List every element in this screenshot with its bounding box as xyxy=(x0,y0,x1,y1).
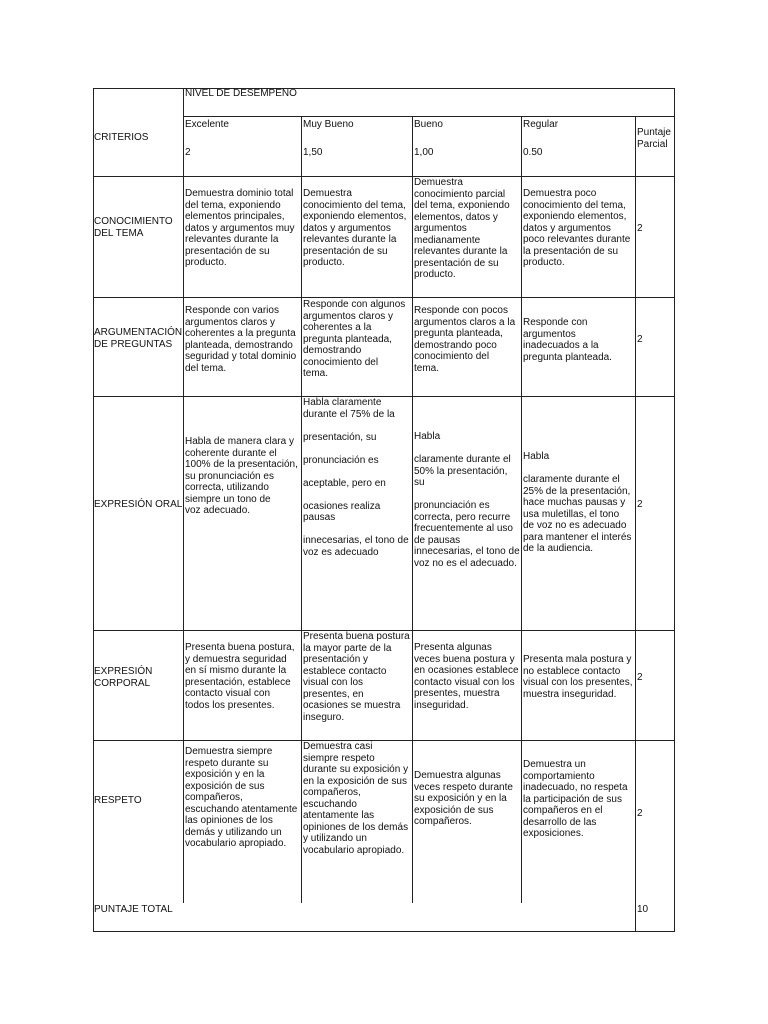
score-expresion-corporal: 2 xyxy=(637,672,643,683)
cell-conocimiento-muy-bueno: Demuestra conocimiento del tema, exponiendo elementos, datos y argumentos relevantes durante la presentación de su producto. xyxy=(303,188,407,268)
row-sep-1 xyxy=(93,176,675,177)
cell-conocimiento-bueno: Demuestra conocimiento parcial del tema, exponiendo elementos, datos y argumentos medianamente relevantes durante la presentación de su producto. xyxy=(414,177,510,280)
total-label: PUNTAJE TOTAL xyxy=(94,904,173,915)
col-sep-muybueno xyxy=(412,116,413,903)
score-conocimiento: 2 xyxy=(637,223,643,234)
level-score-regular: 0.50 xyxy=(523,147,543,158)
level-name-excelente: Excelente xyxy=(185,119,229,130)
level-score-bueno: 1,00 xyxy=(414,147,434,158)
criterion-expresion-corporal: EXPRESIÓN CORPORAL xyxy=(94,666,153,689)
criterion-conocimiento: CONOCIMIENTO DEL TEMA xyxy=(94,216,173,239)
header-nivel-desempeno: NIVEL DE DESEMPENO xyxy=(185,88,297,99)
cell-corporal-excelente: Presenta buena postura, y demuestra seguridad en sí mismo durante la presentación, establece contacto visual con todos los presentes. xyxy=(185,642,295,711)
cell-oral-regular: Habla claramente durante el 25% de la presentación, hace muchas pausas y usa muletillas, el tono de voz no es adecuado para mantener el interés de la audiencia. xyxy=(523,451,632,554)
cell-respeto-muy-bueno: Demuestra casi siempre respeto durante su exposición y en la exposición de sus compañeros, escuchando atentamente las opiniones de los demás y utilizando un vocabulario apropiado. xyxy=(303,741,409,856)
criterion-argumentacion: ARGUMENTACIÓN DE PREGUNTAS xyxy=(94,327,183,350)
cell-argumentacion-bueno: Responde con pocos argumentos claros a la pregunta planteada, demostrando poco conocimiento del tema. xyxy=(414,305,516,374)
cell-conocimiento-regular: Demuestra poco conocimiento del tema, exponiendo elementos, datos y argumentos poco relevantes durante la presentación de su producto. xyxy=(523,188,631,268)
score-argumentacion: 2 xyxy=(637,334,643,345)
cell-respeto-regular: Demuestra un comportamiento inadecuado, no respeta la participación de sus compañeros en el desarrollo de las exposiciones. xyxy=(523,759,628,839)
total-score: 10 xyxy=(637,904,649,915)
cell-respeto-bueno: Demuestra algunas veces respeto durante su exposición y en la exposición de sus compañeros. xyxy=(414,770,513,827)
cell-argumentacion-regular: Responde con argumentos inadecuados a la pregunta planteada. xyxy=(523,317,612,363)
criterion-expresion-oral: EXPRESIÓN ORAL xyxy=(94,499,183,510)
header-puntaje-parcial: Puntaje Parcial xyxy=(637,127,671,150)
score-expresion-oral: 2 xyxy=(637,499,643,510)
row-sep-2 xyxy=(93,297,675,298)
level-score-excelente: 2 xyxy=(185,147,191,158)
header-subline xyxy=(183,116,675,117)
cell-oral-muy-bueno: Habla claramente durante el 75% de la presentación, su pronunciación es aceptable, pero en ocasiones realiza pausas innecesarias, el tono de voz es adecuado xyxy=(303,397,409,558)
level-score-muy-bueno: 1,50 xyxy=(303,147,323,158)
header-criterios: CRITERIOS xyxy=(94,132,149,143)
criterion-respeto: RESPETO xyxy=(94,795,142,806)
level-name-regular: Regular xyxy=(523,119,559,130)
cell-argumentacion-excelente: Responde con varios argumentos claros y coherentes a la pregunta planteada, demostrando seguridad y total dominio del tema. xyxy=(185,305,297,374)
cell-argumentacion-muy-bueno: Responde con algunos argumentos claros y coherentes a la pregunta planteada, demostrando conocimiento del tema. xyxy=(303,299,406,379)
level-name-bueno: Bueno xyxy=(414,119,443,130)
col-sep-excelente xyxy=(301,116,302,903)
col-sep-criterio xyxy=(183,88,184,903)
level-name-muy-bueno: Muy Bueno xyxy=(303,119,354,130)
table-border-top xyxy=(93,88,675,89)
cell-oral-excelente: Habla de manera clara y coherente durante el 100% de la presentación, su pronunciación es correcta, utilizando siempre un tono de voz adecuado. xyxy=(185,436,298,516)
table-border-bottom xyxy=(93,931,675,932)
cell-corporal-muy-bueno: Presenta buena postura la mayor parte de la presentación y establece contacto visual con los presentes, en ocasiones se muestra inseguro. xyxy=(303,631,410,723)
cell-respeto-excelente: Demuestra siempre respeto durante su exposición y en la exposición de sus compañeros, escuchando atentamente las opiniones de los demás y utilizando un vocabulario apropiado. xyxy=(185,746,298,849)
table-border-right xyxy=(674,88,675,932)
cell-corporal-regular: Presenta mala postura y no establece contacto visual con los presentes, muestra inseguridad. xyxy=(523,654,633,700)
cell-corporal-bueno: Presenta algunas veces buena postura y en ocasiones establece contacto visual con los presentes, muestra inseguridad. xyxy=(414,642,519,711)
cell-oral-bueno: Habla claramente durante el 50% la presentación, su pronunciación es correcta, pero recurre frecuentemente al uso de pausas innecesarias, el tono de voz no es el adecuado. xyxy=(414,431,520,569)
score-respeto: 2 xyxy=(637,808,643,819)
col-sep-regular xyxy=(635,116,636,931)
cell-conocimiento-excelente: Demuestra dominio total del tema, exponiendo elementos principales, datos y argumentos muy relevantes durante la presentación de su producto. xyxy=(185,188,295,268)
col-sep-bueno xyxy=(521,116,522,903)
